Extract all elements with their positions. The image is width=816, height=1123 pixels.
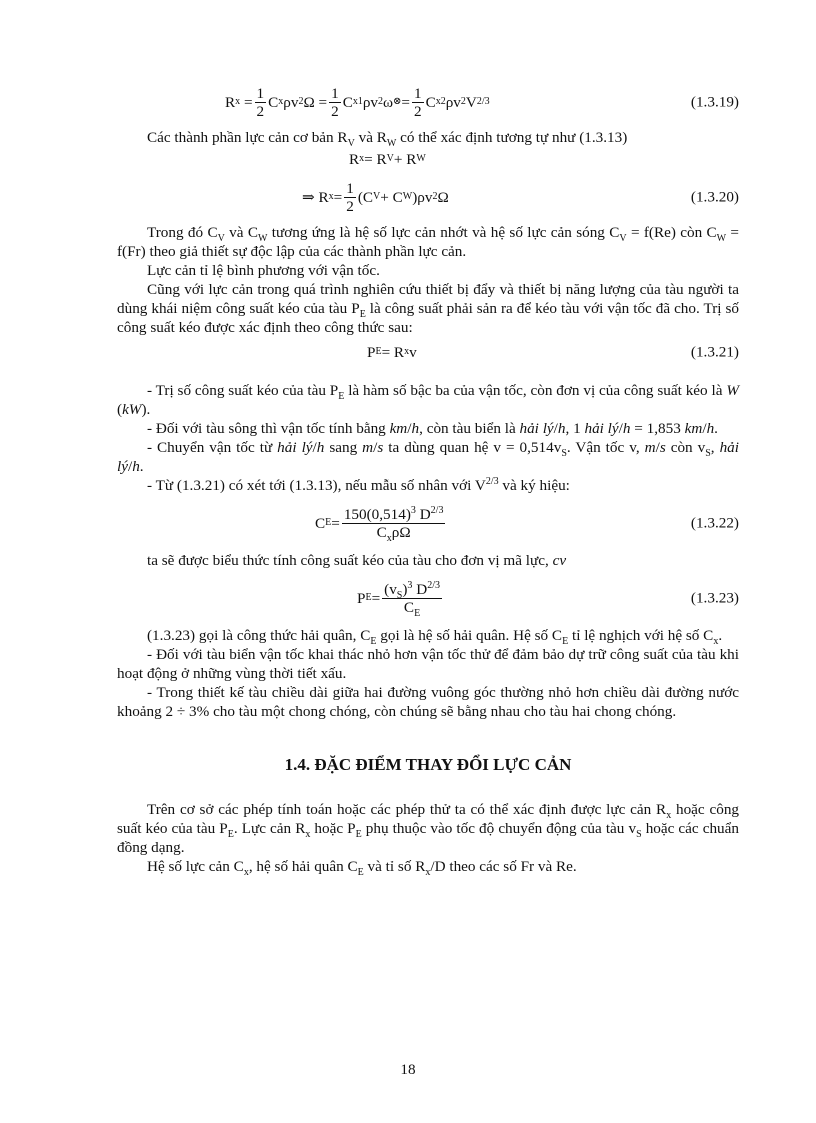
- section-heading: 1.4. ĐẶC ĐIỂM THAY ĐỔI LỰC CẢN: [284, 755, 572, 774]
- equation-formula: P E = $\frac{(v_S)^3 D^{2/3}}{C_E}$: [357, 579, 440, 619]
- paragraph: Trên cơ sở các phép tính toán hoặc các phép thử ta có thể xác định được lực cản $R_x$ hoặc công suất kéo của tàu $P_E$. Lực cản $R_x$ hoặc $P_E$ phụ thuộc vào tốc độ chuyển động của tàu $v_S$ hoặc các chuẩn đồng dạng.: [117, 801, 740, 856]
- equation-formula: P E = R x v: [367, 343, 417, 361]
- fraction-half: $\frac{1}{2}$: [346, 179, 354, 215]
- equation-number: (1.3.21): [690, 343, 739, 361]
- fraction: $\frac{(v_S)^3 D^{2/3}}{C_E}$: [384, 579, 440, 619]
- equation-1-3-20: [302, 171, 739, 223]
- fraction-half: $\frac{1}{2}$: [256, 84, 265, 120]
- equation-1-3-19: [225, 76, 739, 128]
- equation-1-3-23: [357, 570, 739, 626]
- equation-formula: C E = $\frac{150(0,514)^3 D^{2/3}}{C_x\rho\Omega}$: [315, 504, 444, 544]
- paragraph: - Chuyển vận tốc từ hải lý/h sang m/s ta dùng quan hệ $v = 0,514v_S$. Vận tốc v, m/s còn $v_S$, hải lý/h.: [117, 439, 739, 475]
- paragraph: Trong đó $C_V$ và $C_W$ tương ứng là hệ số lực cản nhớt và hệ số lực cản sóng $C_V = f(Re)$ còn $C_W = f(Fr)$ theo giả thiết sự độc lập của các thành phần lực cản.: [117, 224, 739, 260]
- equation-formula: R x = R V + R W: [349, 150, 426, 168]
- equation-number: (1.3.23): [690, 589, 739, 607]
- fraction-half: $\frac{1}{2}$: [331, 84, 339, 120]
- paragraph: - Đối với tàu sông thì vận tốc tính bằng km/h, còn tàu biển là hải lý/h, 1 hải lý/h = 1,853 km/h.: [147, 420, 718, 437]
- paragraph: Các thành phần lực cản cơ bản $R_V$ và $R_W$ có thể xác định tương tự như (1.3.13): [147, 129, 628, 150]
- paragraph: Cũng với lực cản trong quá trình nghiên cứu thiết bị đẩy và thiết bị năng lượng của tàu người ta dùng khái niệm công suất kéo của tàu $P_E$ là công suất phải sản ra để kéo tàu với vận tốc đã cho. Trị số công suất kéo được xác định theo công thức sau:: [117, 281, 739, 336]
- fraction: $\frac{150(0,514)^3 D^{2/3}}{C_x\rho\Omega}$: [343, 504, 444, 544]
- equation-1-3-21: [367, 337, 739, 367]
- paragraph: - Trị số công suất kéo của tàu $P_E$ là hàm số bậc ba của vận tốc, còn đơn vị của công suất kéo là W (kW).: [117, 382, 739, 418]
- paragraph: Lực cản tỉ lệ bình phương với vận tốc.: [147, 262, 380, 279]
- paragraph: Hệ số lực cản $C_x$, hệ số hải quân $C_E$ và tỉ số $R_x/D$ theo các số Fr và Re.: [147, 858, 577, 879]
- equation-sum: [349, 147, 739, 171]
- paragraph: - Trong thiết kế tàu chiều dài giữa hai đường vuông góc thường nhỏ hơn chiều dài đường nước khoảng 2 ÷ 3% cho tàu một chong chóng, còn chúng sẽ bằng nhau cho tàu hai chong chóng.: [117, 684, 739, 720]
- page-content: [117, 76, 740, 879]
- equation-number: (1.3.22): [690, 514, 739, 532]
- page-number: 18: [400, 1061, 416, 1078]
- paragraph: - Đối với tàu biển vận tốc khai thác nhỏ hơn vận tốc thử để đảm bảo dự trữ công suất của tàu khi hoạt động ở những vùng thời tiết xấu.: [117, 646, 739, 682]
- paragraph: - Từ (1.3.21) có xét tới (1.3.13), nếu mẫu số nhân với $V^{2/3}$ và ký hiệu:: [147, 475, 570, 494]
- equation-formula: ⇒ R x = $\frac{1}{2}$ (C V + C W )ρv 2 Ω: [302, 179, 449, 215]
- equation-number: (1.3.19): [690, 93, 739, 111]
- fraction-half: $\frac{1}{2}$: [413, 84, 422, 120]
- equation-formula: R x = $\frac{1}{2}$ C x ρv 2 Ω = $\frac{1}{2}$ C x1 ρv 2 ω ⊗ = $\frac{1}{2}$ C x2 ρv 2 V 2/3: [225, 84, 490, 120]
- paragraph: (1.3.23) gọi là công thức hải quân, $C_E$ gọi là hệ số hải quân. Hệ số $C_E$ tỉ lệ nghịch với hệ số $C_x$.: [147, 627, 723, 648]
- equation-1-3-22: [315, 495, 739, 551]
- paragraph: ta sẽ được biểu thức tính công suất kéo của tàu cho đơn vị mã lực, cv: [147, 552, 567, 569]
- equation-number: (1.3.20): [690, 188, 739, 206]
